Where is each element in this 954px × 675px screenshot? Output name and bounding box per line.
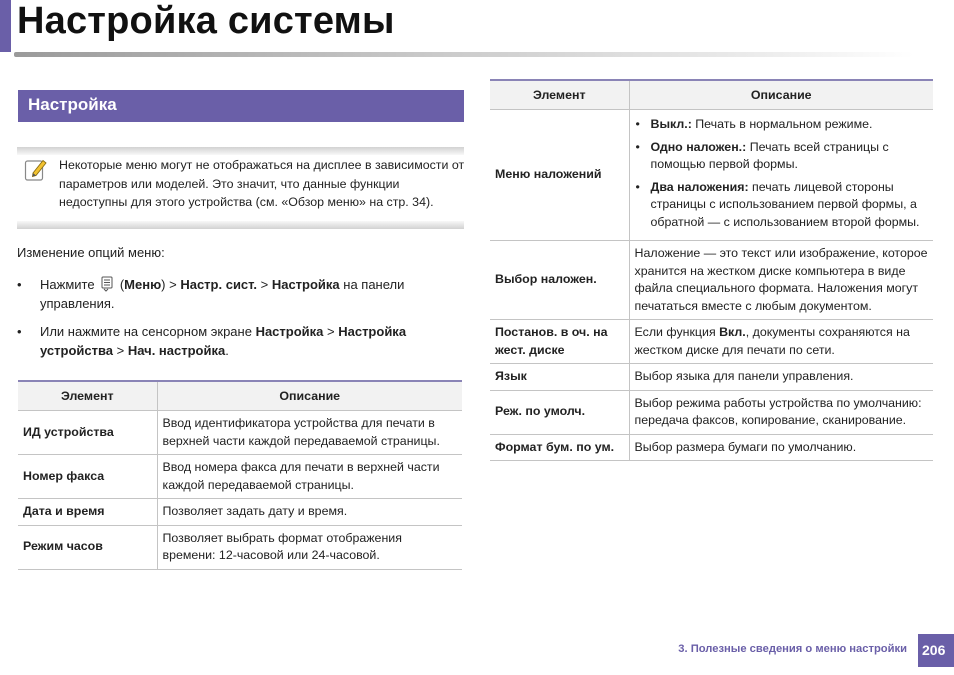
column-header-item: Элемент <box>18 381 157 411</box>
row-description <box>629 110 933 241</box>
row-description: Наложение — это текст или изображение, которое хранится на жестком диске компьютера в виде файла специального формата. Наложения могут печататься вместе с любым документом. <box>629 241 933 320</box>
menu-path-item: Настройка устройства <box>40 324 407 358</box>
row-description: Ввод идентификатора устройства для печати в верхней части каждой передаваемой страницы. <box>157 411 462 455</box>
step-text: > <box>257 277 272 292</box>
table-row <box>490 434 933 461</box>
menu-path-item: Настр. сист. <box>180 277 257 292</box>
column-header-description: Описание <box>629 80 933 110</box>
row-item: Номер факса <box>18 455 157 499</box>
option-term: Два наложения: <box>650 179 749 194</box>
desc-text: Если функция <box>634 325 720 339</box>
table-row <box>490 320 933 364</box>
menu-icon <box>100 276 114 292</box>
row-item: Выбор наложен. <box>490 241 629 320</box>
step-text: > <box>323 324 339 339</box>
option-desc: Печать всей страницы с помощью первой формы. <box>650 139 889 171</box>
step-text: Или нажмите на сенсорном экране <box>40 324 256 339</box>
note-text: Некоторые меню могут не отображаться на дисплее в зависимости от параметров или моделей. Это значит, что данные функции недоступны для этого устройства (см. «Обзор меню» на стр. 34). <box>59 158 465 209</box>
row-item: Язык <box>490 364 629 391</box>
step-text: ) > <box>161 277 181 292</box>
table-row <box>18 455 462 499</box>
table-row <box>490 110 933 241</box>
list-item <box>635 116 929 134</box>
row-description: Выбор размера бумаги по умолчанию. <box>629 434 933 461</box>
page-title: Настройка системы <box>17 0 395 42</box>
step-item <box>17 323 457 360</box>
row-item: Дата и время <box>18 499 157 526</box>
row-item: Реж. по умолч. <box>490 390 629 434</box>
table-row <box>490 364 933 391</box>
bullet-mark: • <box>635 179 640 194</box>
table-row <box>18 499 462 526</box>
row-item: Формат бум. по ум. <box>490 434 629 461</box>
steps-list <box>17 276 457 370</box>
section-heading-text: Настройка <box>28 95 117 114</box>
option-term: Одно наложен.: <box>650 139 747 154</box>
step-text: > <box>113 342 128 358</box>
menu-label: Меню <box>124 277 162 292</box>
step-text: Нажмите <box>40 277 95 292</box>
table-row <box>18 525 462 569</box>
section-heading <box>18 90 464 122</box>
page-number: 206 <box>918 634 954 667</box>
menu-path-item: Настройка <box>255 324 324 339</box>
option-term: Выкл.: <box>650 117 692 131</box>
note-bottom-border <box>17 221 464 229</box>
list-item <box>635 179 929 232</box>
bullet-mark: • <box>17 324 22 339</box>
option-desc: печать лицевой стороны страницы с использованием первой формы, а обратной — с использованием второй формы. <box>650 179 920 229</box>
option-desc: Печать в нормальном режиме. <box>691 117 873 131</box>
row-item: Меню наложений <box>490 110 629 241</box>
table-row <box>18 411 462 455</box>
table-header-row <box>18 381 462 411</box>
step-text: ( <box>119 277 125 292</box>
row-description: Выбор языка для панели управления. <box>629 364 933 391</box>
step-text: . <box>225 342 229 358</box>
column-header-item: Элемент <box>490 80 629 110</box>
row-description: Позволяет выбрать формат отображения времени: 12-часовой или 24-часовой. <box>157 525 462 569</box>
row-description: Выбор режима работы устройства по умолчанию: передача факсов, копирование, сканирование. <box>629 390 933 434</box>
intro-text: Изменение опций меню: <box>17 245 165 260</box>
bullet-mark: • <box>17 277 22 292</box>
column-header-description: Описание <box>157 381 462 411</box>
menu-path-item: Настройка <box>271 277 340 292</box>
row-item: Режим часов <box>18 525 157 569</box>
note-pencil-icon <box>24 157 48 183</box>
settings-table-continued <box>490 79 933 461</box>
bullet-mark: • <box>635 139 640 154</box>
note-box <box>17 147 464 229</box>
menu-path-item: Нач. настройка <box>127 342 226 358</box>
table-header-row <box>490 80 933 110</box>
title-accent-bar <box>0 0 11 52</box>
step-text: на панели управления. <box>40 277 405 311</box>
footer-chapter-link[interactable]: 3. Полезные сведения о меню настройки <box>678 643 907 655</box>
desc-bold: Вкл. <box>719 325 746 339</box>
row-description: Позволяет задать дату и время. <box>157 499 462 526</box>
overlay-options-list <box>635 116 929 231</box>
note-top-border <box>17 147 464 155</box>
desc-text: , документы сохраняются на жестком диске для печати по сети. <box>634 325 910 357</box>
step-item <box>17 276 457 313</box>
table-row <box>490 241 933 320</box>
row-description: Ввод номера факса для печати в верхней части каждой передаваемой страницы. <box>157 455 462 499</box>
table-row <box>490 390 933 434</box>
title-divider <box>14 52 914 57</box>
list-item <box>635 139 929 174</box>
row-item: ИД устройства <box>18 411 157 455</box>
row-item: Постанов. в оч. на жест. диске <box>490 320 629 364</box>
bullet-mark: • <box>635 117 640 131</box>
row-description <box>629 320 933 364</box>
settings-table <box>18 380 462 570</box>
